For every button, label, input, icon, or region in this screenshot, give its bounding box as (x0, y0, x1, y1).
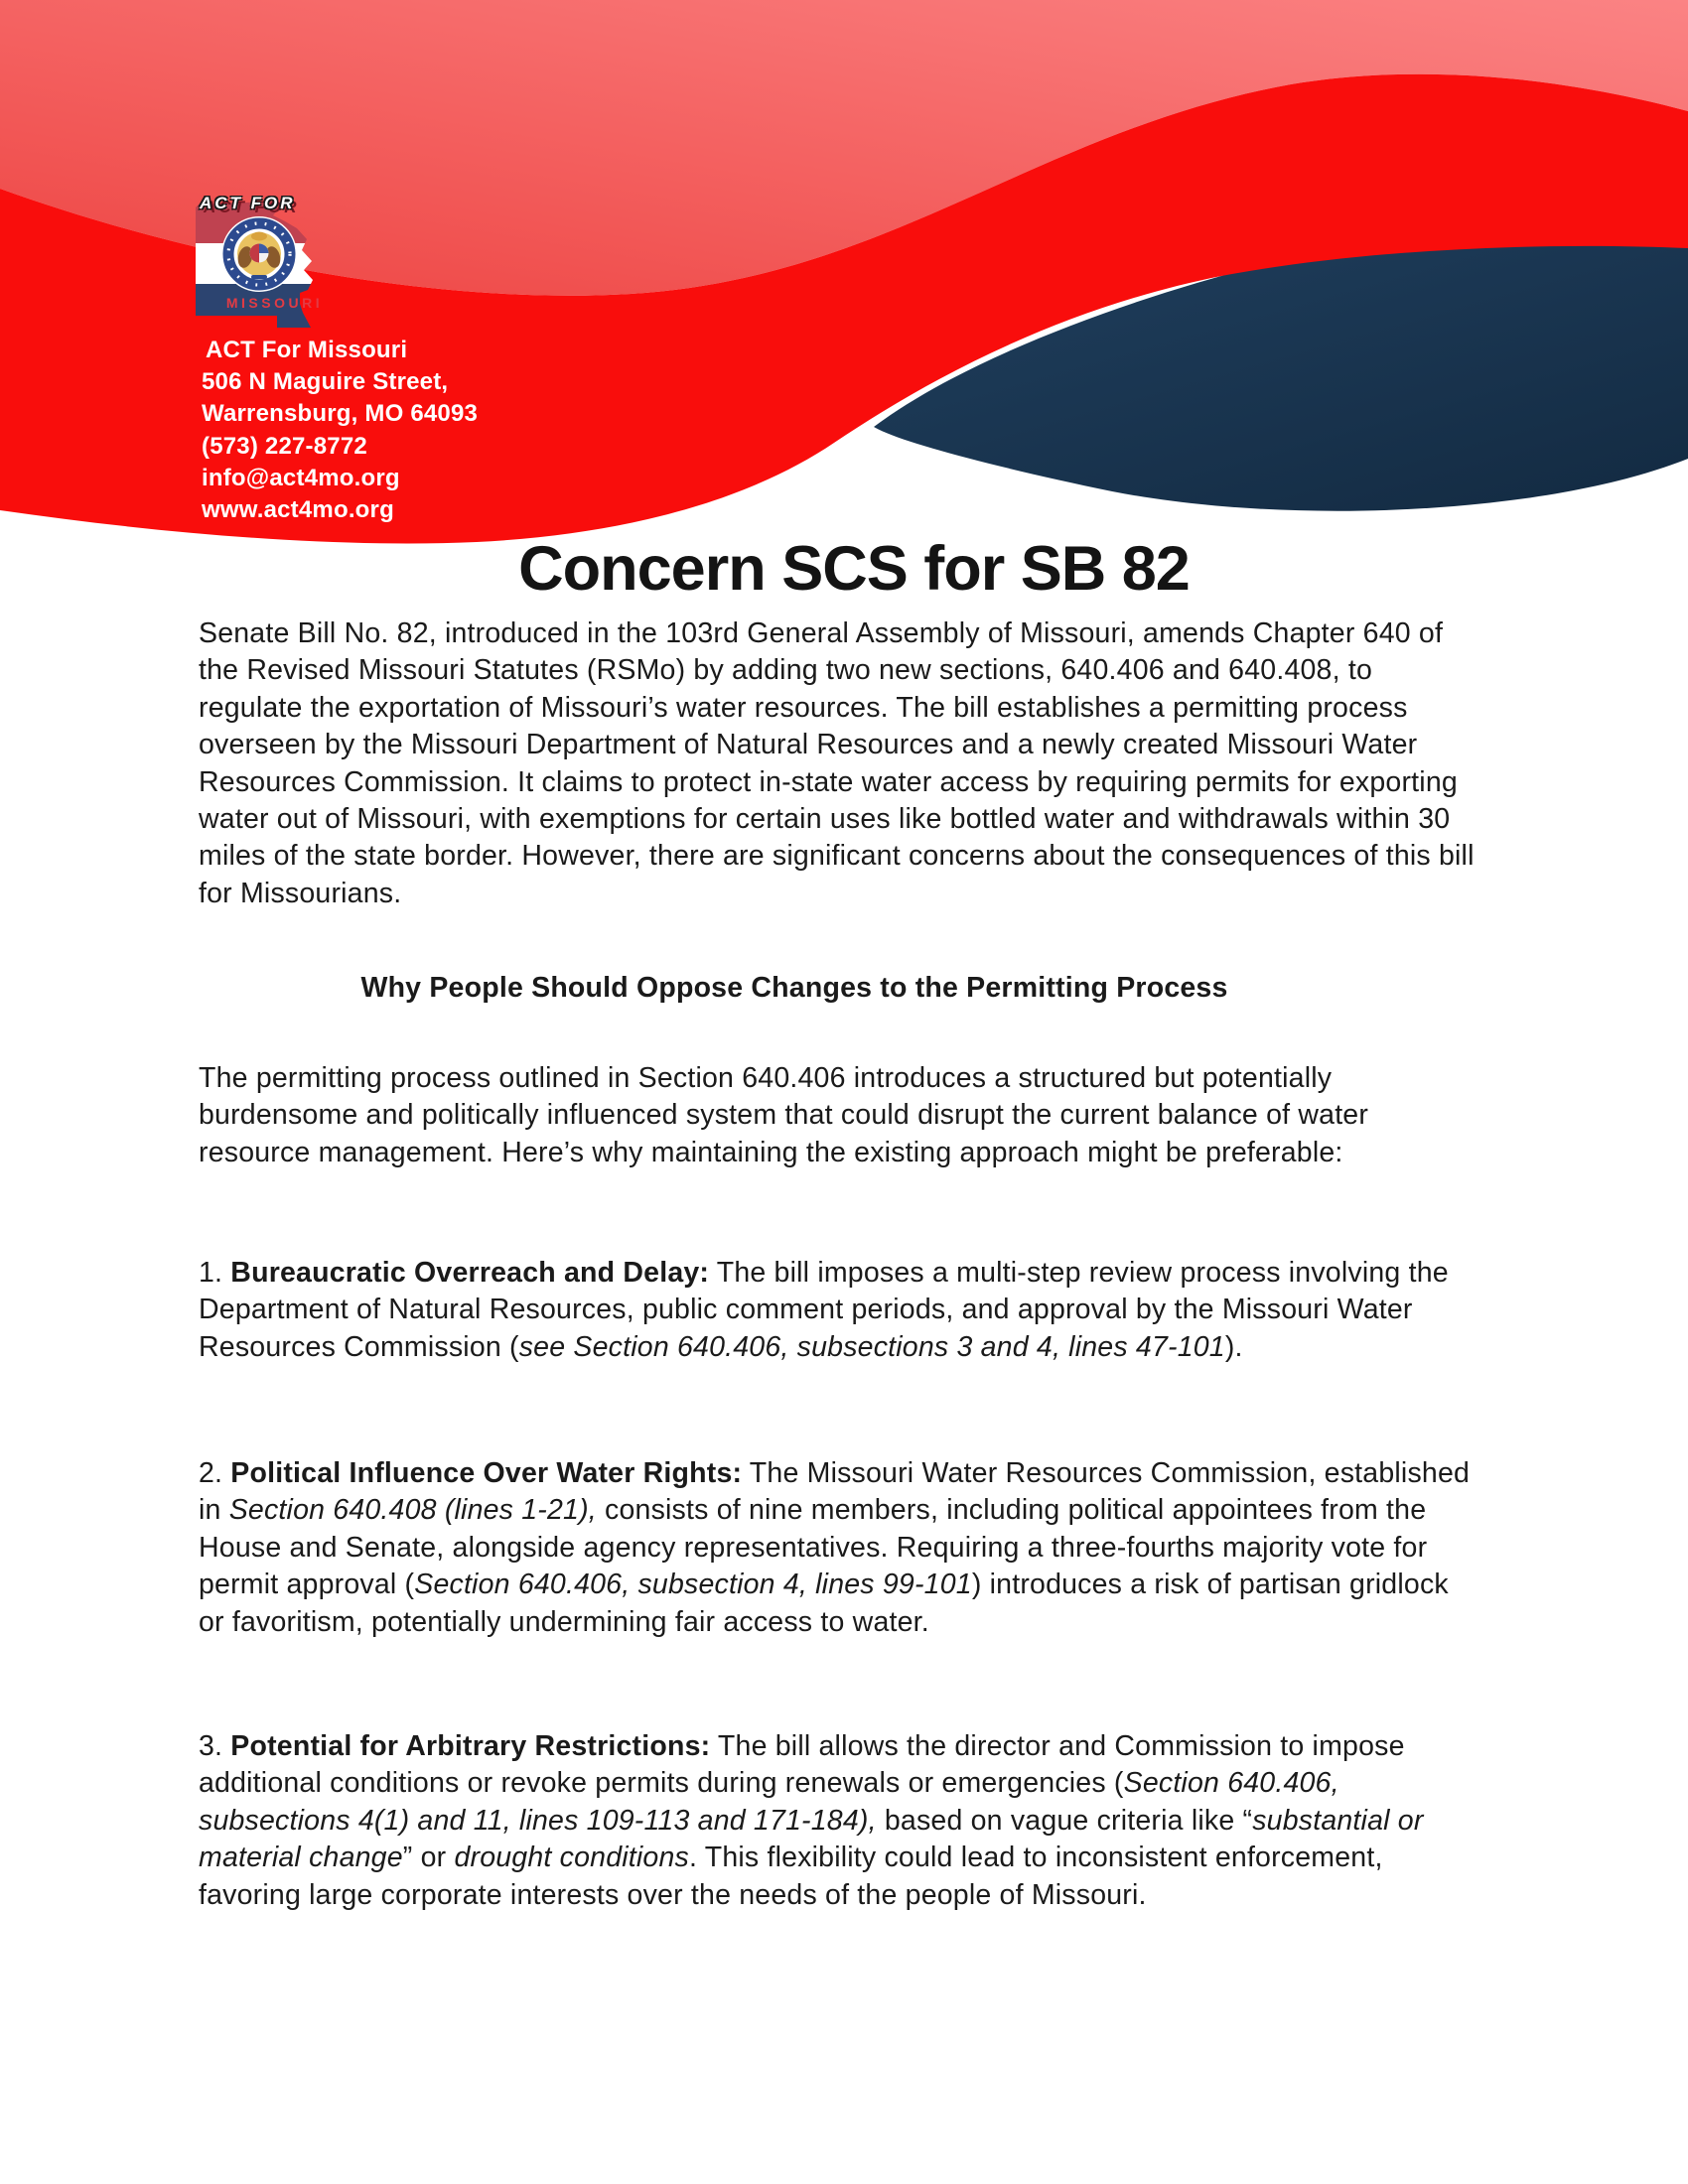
intro-paragraph: Senate Bill No. 82, introduced in the 103rd General Assembly of Missouri, amends Chapter 640 of the Revised Missouri Statutes (RSMo) by adding two new sections, 640.406 and 640.408, to regulate the exportation of Missouri’s water resources. The bill establishes a permitting process overseen by the Missouri Department of Natural Resources and a newly created Missouri Water Resources Commission. It claims to protect in-state water access by requiring permits for exporting water out of Missouri, with exemptions for certain uses like bottled water and withdrawals within 30 miles of the state border. However, there are significant concerns about the consequences of this bill for Missourians. (199, 617, 1482, 909)
contact-city: Warrensburg, MO 64093 (202, 400, 479, 428)
logo-state-name: MISSOURI (225, 295, 324, 311)
contact-org-name: ACT For Missouri (206, 337, 408, 363)
state-seal-icon (221, 216, 297, 292)
point-3-paragraph: 3. Potential for Arbitrary Restrictions: The bill allows the director and Commission to impose additional conditions or revoke permits during renewals or emergencies (Section 640.406, subsections 4(1) and 11, lines 109-113 and 171-184), based on vague criteria like “substantial or material change” or drought conditions. This flexibility could lead to inconsistent enforcement, favoring large corporate interests over the needs of the people of Missouri. (199, 1730, 1432, 1911)
contact-street: 506 N Maguire Street, (202, 368, 449, 396)
contact-phone: (573) 227-8772 (202, 432, 367, 460)
lead-paragraph: The permitting process outlined in Section 640.406 introduces a structured but potentially burdensome and politically influenced system that could disrupt the current balance of water resource management. Here’s why maintaining the existing approach might be preferable: (199, 1062, 1377, 1168)
point-2-paragraph: 2. Political Influence Over Water Rights: The Missouri Water Resources Commission, established in Section 640.408 (lines 1-21), consists of nine members, including political appointees from the House and Senate, alongside agency representatives. Requiring a three-fourths majority vote for permit approval (Section 640.406, subsection 4, lines 99-101) introduces a risk of partisan gridlock or favoritism, potentially undermining fair access to water. (199, 1457, 1478, 1638)
logo-graffiti-text: ACT FOR (200, 194, 296, 212)
act-for-missouri-logo (182, 192, 346, 331)
section-heading: Why People Should Oppose Changes to the Permitting Process (360, 972, 1228, 1004)
page-title: Concern SCS for SB 82 (518, 534, 1190, 604)
point-1-paragraph: 1. Bureaucratic Overreach and Delay: The bill imposes a multi-step review process involving the Department of Natural Resources, public comment periods, and approval by the Missouri Water Resources Commission (see Section 640.406, subsections 3 and 4, lines 47-101). (199, 1257, 1457, 1363)
contact-block (202, 335, 478, 526)
contact-email: info@act4mo.org (202, 464, 400, 491)
contact-website: www.act4mo.org (202, 496, 394, 524)
